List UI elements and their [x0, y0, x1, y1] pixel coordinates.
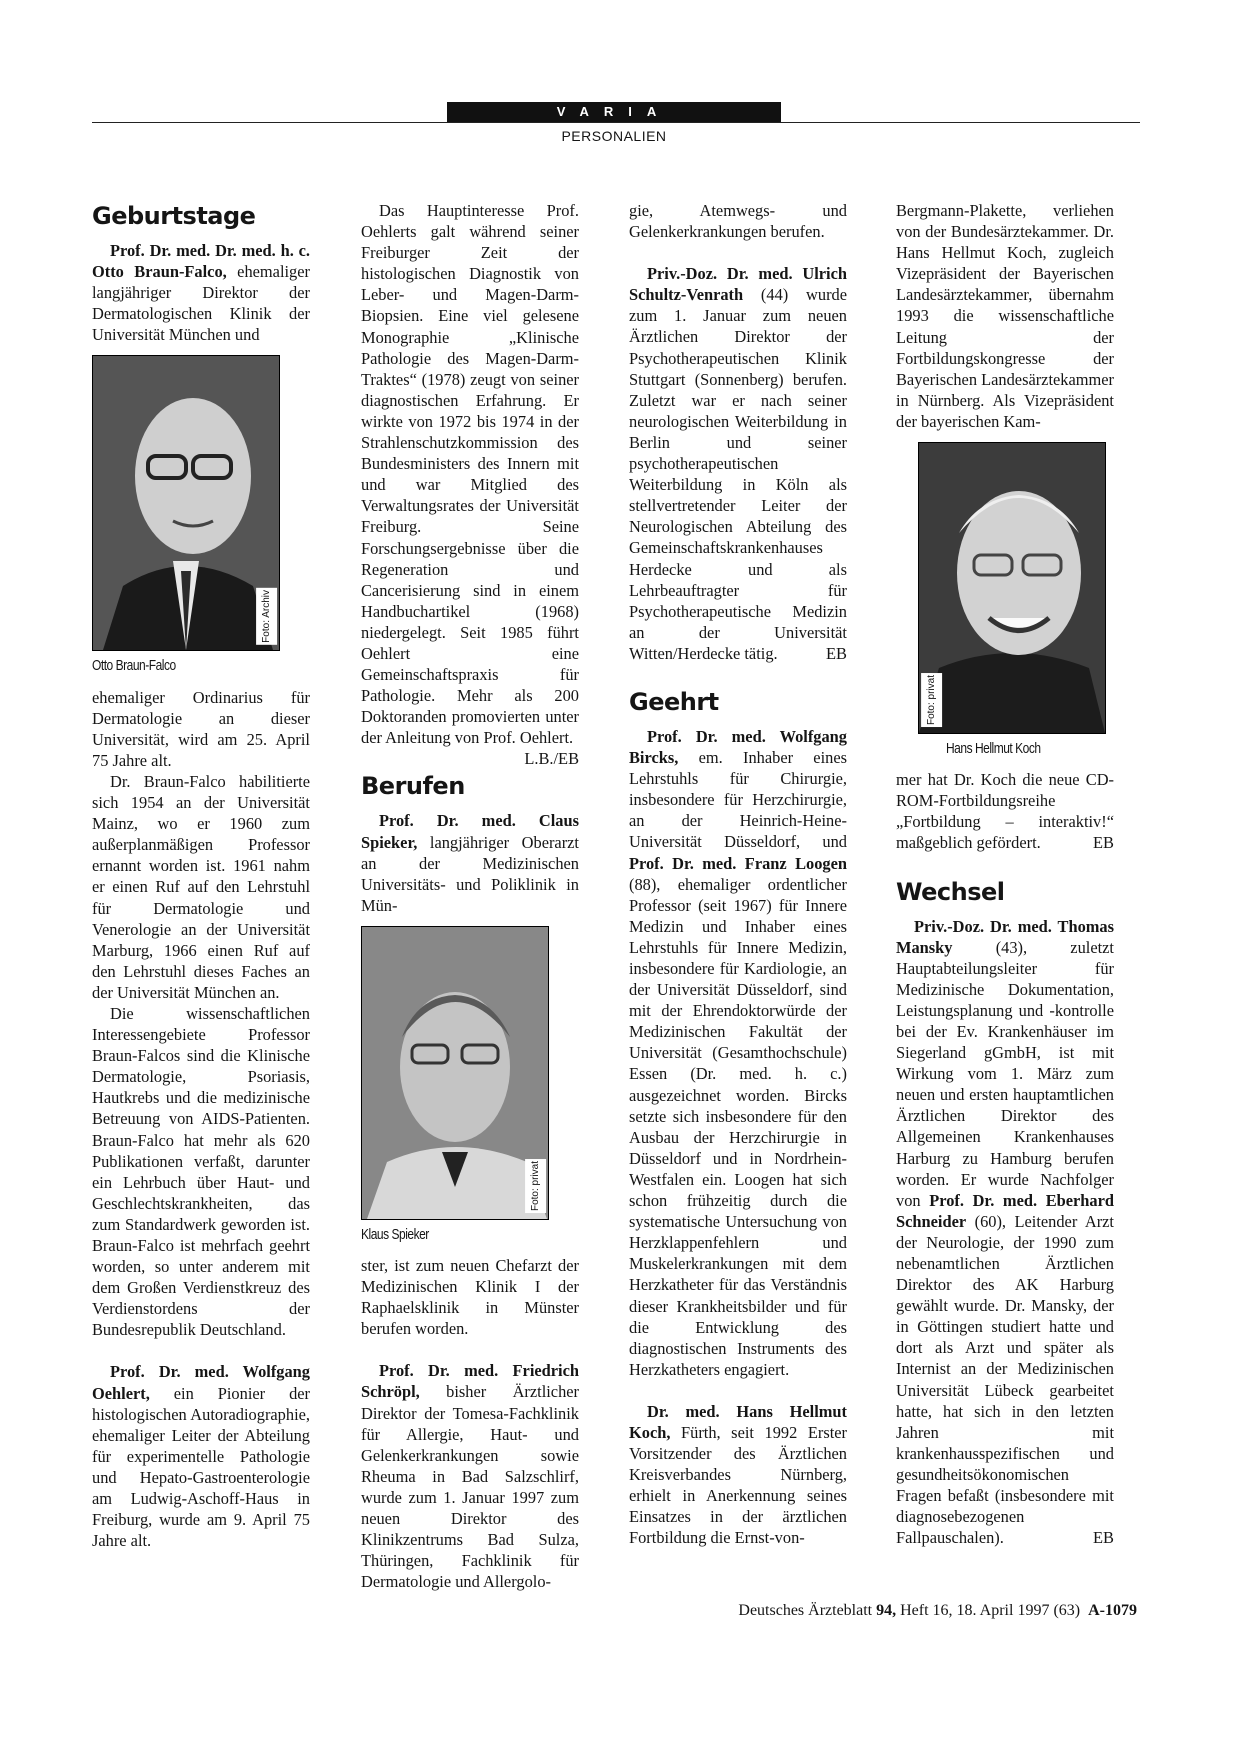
photo-hans-hellmut-koch — [918, 442, 1106, 734]
paragraph: ehemaliger Ordinarius für Dermatologie an dieser Universität, wird am 25. April 75 Jahre alt. — [92, 687, 310, 770]
paragraph: Das Hauptinteresse Prof. Oehlerts galt während seiner Freiburger Zeit der histologischen Diagnostik von Leber- und Magen-Darm-Biopsien. Eine viel gelesene Monographie „Klinische Pathologie des Magen-Darm-Traktes“ (1978) zeugt von seiner diagnostischen Erfahrung. Er wirkte von 1972 bis 1974 in der Strahlenschutzkommission des Bundesministers des Innern mit und war Mitglied des Verwaltungsrates der Universität Freiburg. Seine Forschungsergebnisse über die Regeneration und Cancerisierung sind in einem Handbuchartikel (1968) niedergelegt. Seit 1985 führt Oehlert eine Gemeinschaftspraxis für Pathologie. Mehr als 200 Doktoranden promovierten unter der Anleitung von Prof. Oehlert. L.B./EB — [361, 201, 579, 769]
heading-berufen: Berufen — [361, 772, 465, 801]
photo-caption: Klaus Spieker — [361, 1225, 429, 1243]
person-name: Prof. Dr. med. Friedrich Schröpl, — [361, 1361, 579, 1402]
paragraph: Die wissenschaftlichen Interessengebiete Professor Braun-Falcos sind die Klinische Dermatologie, Psoriasis, Hautkrebs und die medizinische Betreuung von AIDS-Patienten. Braun-Falco hat mehr als 620 Publikationen verfaßt, darunter ein Lehrbuch über Haut- und Geschlechtskrankheiten, das zum Standardwerk geworden ist. Braun-Falco ist mehrfach geehrt worden, so unter anderem mit dem Großen Verdienstkreuz des Verdienstordens der Bundesrepublik Deutschland. — [92, 1003, 310, 1340]
heading-geehrt: Geehrt — [629, 687, 719, 716]
person-name: Priv.-Doz. Dr. med. Ulrich Schultz-Venrath — [629, 264, 847, 305]
author-signature: EB — [1093, 833, 1114, 853]
heading-wechsel: Wechsel — [896, 877, 1005, 906]
column-3 — [629, 200, 847, 1549]
header-rule — [92, 122, 1140, 123]
paragraph: Priv.-Doz. Dr. med. Thomas Mansky (43), zuletzt Hauptabteilungsleiter für Medizinische Dokumentation, Leistungsplanung und -kontrolle bei der Ev. Krankenhäuser im Siegerland gGmbH, ist mit Wirkung vom 1. März zum neuen und ersten hauptamtlichen Ärztlichen Direktor des Allgemeinen Krankenhauses Harburg zu Hamburg berufen worden. Er wurde Nachfolger von Prof. Dr. med. Eberhard Schneider (60), Leitender Arzt der Neurologie, der 1990 zum nebenamtlichen Ärztlichen Direktor des AK Harburg gewählt wurde. Dr. Mansky, der in Göttingen studiert hatte und dort als Arzt und später als Internist an der Medizinischen Universität Lübeck gearbeitet hatte, hat sich in den letzten Jahren mit krankenhausspezifischen und gesundheitsökonomischen Fragen befaßt (insbesondere mit diagnosebezogenen Fallpauschalen). EB — [896, 916, 1114, 1548]
paragraph: Dr. Braun-Falco habilitierte sich 1954 an der Universität Mainz, wo er 1960 zum außerplanmäßigen Professor ernannt worden ist. 1961 nahm er einen Ruf auf den Lehrstuhl für Dermatologie und Venerologie an der Universität Marburg, 1966 einen Ruf auf den Lehrstuhl dieses Faches an der Universität München an. — [92, 771, 310, 1002]
paragraph: ster, ist zum neuen Chefarzt der Medizinischen Klinik I der Raphaelsklinik in Münster berufen worden. — [361, 1256, 579, 1339]
paragraph: Prof. Dr. med. Friedrich Schröpl, bisher Ärztlicher Direktor der Tomesa-Fachklinik für Allergie, Haut- und Gelenkerkrankungen sowie Rheuma in Bad Salzschlirf, wurde zum 1. Januar 1997 zum neuen Direktor des Klinikzentrums Bad Sulza, Thüringen, Fachklinik für Dermatologie und Allergolo- — [361, 1361, 579, 1592]
person-name: Priv.-Doz. Dr. med. Thomas Mansky — [896, 916, 1114, 957]
photo-caption: Hans Hellmut Koch — [946, 740, 1041, 758]
photo-klaus-spieker — [361, 926, 549, 1220]
photo-otto-braun-falco — [92, 355, 280, 651]
author-signature: L.B./EB — [524, 749, 579, 769]
person-name: Prof. Dr. med. Eberhard Schneider — [896, 1190, 1114, 1231]
person-name: Prof. Dr. med. Dr. med. h. c. Otto Braun-Falco, — [92, 241, 310, 282]
heading-geburtstage: Geburtstage — [92, 202, 256, 230]
person-name: Prof. Dr. med. Wolfgang Bircks, — [629, 726, 847, 768]
portrait-figure — [93, 356, 279, 650]
column-4 — [896, 200, 1114, 1548]
photo-credit: Foto: privat — [525, 1159, 546, 1213]
person-name: Prof. Dr. med. Wolfgang Oehlert, — [92, 1362, 310, 1403]
paragraph: Prof. Dr. med. Dr. med. h. c. Otto Braun-Falco, ehemaliger langjähriger Direktor der Dermatologischen Klinik der Universität München und — [92, 241, 310, 345]
author-signature: EB — [826, 643, 847, 663]
person-name: Prof. Dr. med. Claus Spieker, — [361, 811, 579, 852]
paragraph: Dr. med. Hans Hellmut Koch, Fürth, seit 1992 Erster Vorsitzender des Ärztlichen Kreisverbandes Nürnberg, erhielt in Anerkennung seines Einsatzes in der ärztlichen Fortbildung die Ernst-von- — [629, 1401, 847, 1548]
paragraph: Prof. Dr. med. Wolfgang Oehlert, ein Pionier der histologischen Autoradiographie, ehemaliger Leiter der Abteilung für experimentelle Pathologie und Hepato-Gastroenterologie am Ludwig-Aschoff-Haus in Freiburg, wurde am 9. April 75 Jahre alt. — [92, 1362, 310, 1551]
paragraph: Priv.-Doz. Dr. med. Ulrich Schultz-Venrath (44) wurde zum 1. Januar zum neuen Ärztlichen Direktor der Psychotherapeutischen Klinik Stuttgart (Sonnenberg) berufen. Zuletzt war er nach seiner neurologischen Weiterbildung in Berlin und seiner psychotherapeutischen Weiterbildung in Köln als stellvertretender Leiter der Neurologischen Abteilung des Gemeinschaftskrankenhauses Herdecke und als Lehrbeauftragter für Psychotherapeutische Medizin an der Universität Witten/Herdecke tätig. EB — [629, 264, 847, 663]
column-1 — [92, 200, 310, 1551]
paragraph: Prof. Dr. med. Claus Spieker, langjähriger Oberarzt an der Medizinischen Universitäts- und Poliklinik in Mün- — [361, 811, 579, 915]
paragraph: gie, Atemwegs- und Gelenkerkrankungen berufen. — [629, 201, 847, 242]
page-footer: Deutsches Ärzteblatt 94, Heft 16, 18. April 1997 (63) A-1079 — [738, 1602, 1137, 1619]
page-number: A-1079 — [1088, 1602, 1137, 1619]
column-2 — [361, 200, 579, 1592]
person-name: Prof. Dr. med. Franz Loogen — [629, 853, 847, 873]
paragraph: Bergmann-Plakette, verliehen von der Bundesärztekammer. Dr. Hans Hellmut Koch, zugleich Vizepräsident der Bayerischen Landesärztekammer, übernahm 1993 die wissenschaftliche Leitung der Fortbildungskongresse der Bayerischen Landesärztekammer in Nürnberg. Als Vizepräsident der bayerischen Kam- — [896, 201, 1114, 431]
person-name: Dr. med. Hans Hellmut Koch, — [629, 1401, 847, 1442]
portrait-figure — [919, 443, 1105, 733]
photo-caption: Otto Braun-Falco — [92, 657, 176, 675]
paragraph: mer hat Dr. Koch die neue CD-ROM-Fortbildungsreihe „Fortbildung – interaktiv!“ maßgeblich gefördert. EB — [896, 770, 1114, 853]
portrait-figure — [362, 927, 548, 1219]
photo-credit: Foto: privat — [921, 673, 942, 727]
author-signature: EB — [1093, 1528, 1114, 1548]
paragraph: Prof. Dr. med. Wolfgang Bircks, em. Inhaber eines Lehrstuhls für Chirurgie, insbesondere für Herzchirurgie, an der Heinrich-Heine-Universität Düsseldorf, und Prof. Dr. med. Franz Loogen (88), ehemaliger ordentlicher Professor (seit 1967) für Innere Medizin und Inhaber eines Lehrstuhls für Innere Medizin, insbesondere für Kardiologie, an der Universität Düsseldorf, sind mit der Ehrendoktorwürde der Medizinischen Fakultät der Universität (Gesamthochschule) Essen (Dr. med. h. c.) ausgezeichnet worden. Bircks setzte sich insbesondere für den Ausbau der Herzchirurgie in Düsseldorf und in Nordrhein-Westfalen ein. Loogen hat sich schon frühzeitig durch die systematische Untersuchung von Herzklappenfehlern und Muskelerkrankungen mit dem Herzkatheter für das Verständnis dieser Krankheitsbilder und für die Entwicklung des diagnostischen Instruments des Herzkatheters engagiert. — [629, 726, 847, 1379]
photo-credit: Foto: Archiv — [256, 588, 277, 645]
subsection-label: PERSONALIEN — [561, 128, 667, 144]
section-bar: VARIA — [447, 102, 781, 122]
